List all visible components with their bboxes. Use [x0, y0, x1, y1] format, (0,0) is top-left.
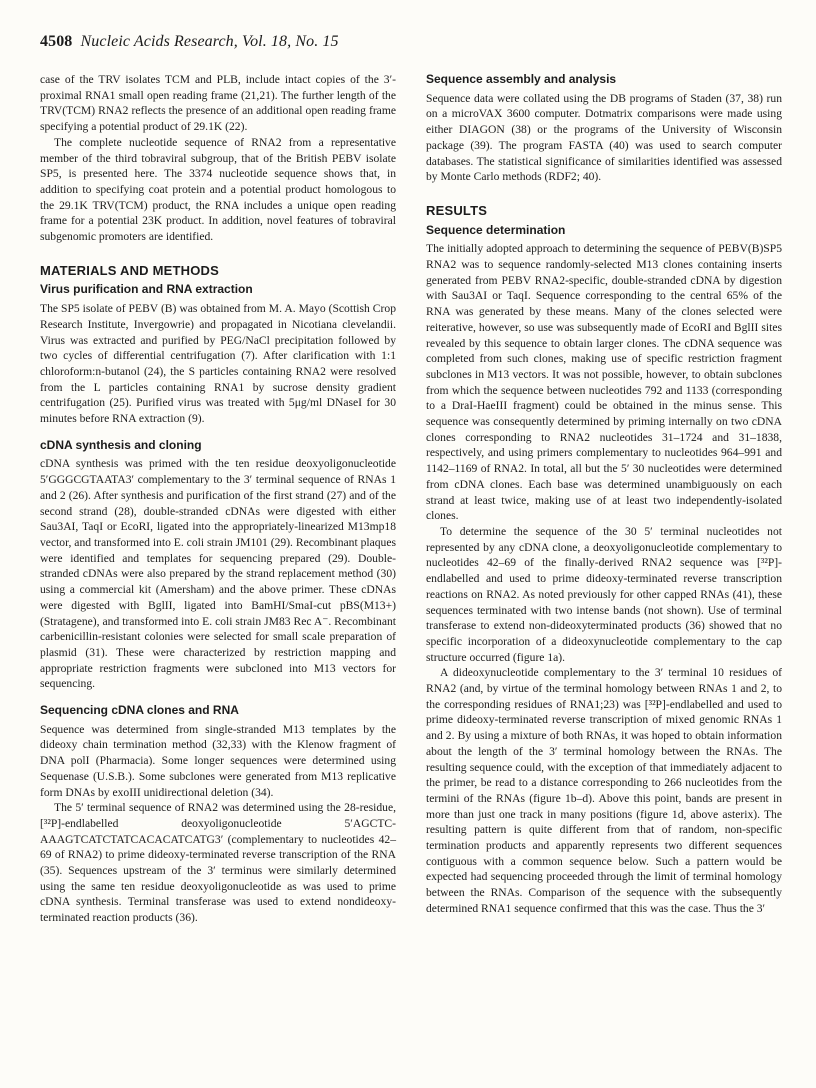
sequencing-paragraph-1: Sequence was determined from single-stranded M13 templates by the dideoxy chain termination method (32,33) with the Klenow fragment of DNA polI (Pharmacia). Some longer sequences were determined using Sequenase (U.S.B.). Some subclones were generated from M13 replicative form DNAs by exoIII unidirectional deletion (34). [40, 722, 396, 799]
sequencing-heading: Sequencing cDNA clones and RNA [40, 703, 239, 718]
virus-purification-heading: Virus purification and RNA extraction [40, 282, 253, 297]
methods-heading: MATERIALS AND METHODS [40, 262, 219, 278]
right-column [426, 72, 782, 917]
intro-paragraph-1: case of the TRV isolates TCM and PLB, include intact copies of the 3′-proximal RNA1 small open reading frame (21,21). The further length of the TRV(TCM) RNA2 reflects the presence of an additional open reading frame specifying a potential product of 29.1K (22). [40, 73, 396, 134]
sequencing-paragraph-2: The 5′ terminal sequence of RNA2 was determined using the 28-residue, [³²P]-endlabelled deoxyoligonucleotide 5′AGCTC-AAAGTCATCTATCACACATCATG3′ (complementary to nucleotides 42–69 of RNA2) to prime dideoxy-terminated reverse transcription of the RNA (35). Sequences upstream of the 3′ terminus were similarly determined using the same ten residue deoxyoligonucleotide as was used to prime cDNA synthesis. Terminal transferase was used to extend nondideoxy-terminated reaction products (36). [40, 801, 396, 925]
sequence-determination-heading: Sequence determination [426, 222, 566, 237]
assembly-paragraph: Sequence data were collated using the DB programs of Staden (37, 38) run on a microVAX 3600 computer. Dotmatrix comparisons were made using either DIAGON (38) or the programs of the University of Wisconsin package (39). The program FASTA (40) was used to search computer databases. The statistical significance of similarities identified was assessed by Monte Carlo methods (RDF2; 40). [426, 91, 782, 184]
sequence-determination-paragraph-1: The initially adopted approach to determining the sequence of PEBV(B)SP5 RNA2 was to sequence randomly-selected M13 clones containing inserts generated from PEBV RNA2-specific, double-stranded cDNA by digestion with Sau3AI or TaqI. Sequence corresponding to the central 65% of the RNA was generated by these means. Many of the clones selected were reiterative, however, so use was subsequently made of EcoRI and BglII sites revealed by this sequence to obtain larger clones. The cDNA sequence was completed from such clones, making use of specific restriction fragment subclones in M13 vectors. It was not possible, however, to obtain subclones from which the sequence between nucleotides 792 and 1133 (corresponding to a DraI-HaeIII fragment) could be obtained in the minus sense. This sequence was consequently determined by priming internally on two cDNA clones corresponding to RNA2 nucleotides 31–1724 and 31–1838, respectively, and using primers complementary to nucleotides 964–991 and 1142–1169 of RNA2. In total, all but the 5′ 30 nucleotides were determined from cDNA clones. Each base was determined unambiguously on each strand at least twice, making use of at least two independently-isolated clones. [426, 242, 782, 523]
intro-paragraph-2: The complete nucleotide sequence of RNA2 from a representative member of the third tobraviral subgroup, that of the British PEBV isolate SP5, is presented here. The 3374 nucleotide sequence shows that, in addition to specifying coat protein and a potential product homologous to the 29.1K TRV(TCM) product, the RNA includes a unique open reading frame for a potential 23K product. In addition, novel features of tobraviral subgenomic promoters are identified. [40, 135, 396, 244]
running-header [40, 33, 339, 51]
virus-purification-paragraph: The SP5 isolate of PEBV (B) was obtained from M. A. Mayo (Scottish Crop Research Institute, Invergowrie) and propagated in Nicotiana clevelandii. Virus was extracted and purified by PEG/NaCl precipitation followed by two cycles of differential centrifugation (7). After clarification with 1:1 chloroform:n-butanol (24), the S particles containing RNA2 were resolved from the L particles containing RNA1 by sucrose density gradient centrifugation (25). Purified virus was treated with 5μg/ml DNaseI for 30 minutes before RNA extraction (9). [40, 302, 396, 426]
cdna-synthesis-heading: cDNA synthesis and cloning [40, 437, 202, 452]
assembly-heading: Sequence assembly and analysis [426, 72, 617, 86]
results-heading: RESULTS [426, 202, 488, 218]
journal-citation: Nucleic Acids Research, Vol. 18, No. 15 [80, 33, 339, 50]
sequence-determination-paragraph-3: A dideoxynucleotide complementary to the 3′ terminal 10 residues of RNA2 (and, by virtue of the terminal homology between RNAs 1 and 2, to the corresponding residues of RNA1;23) was [³²P]-endlabelled and used to prime dideoxy-terminated reverse transcription of mixed genomic RNAs 1 and 2. By using a mixture of both RNAs, it was hoped to obtain information about the length of the 3′ terminal homology between the RNAs. The resulting sequence could, with the exception of that immediately adjacent to the primer, be read to a distance corresponding to 266 nucleotides from the termini of the RNAs (figure 1b–d). Above this point, bands are present in more than just one track in many positions (figure 1d, above asterix). The resulting pattern is quite different from that of random, non-specific termination products and apparently represents two different sequences contiguous with a common sequence below. Such a pattern would be expected had sequencing proceeded through the limit of terminal homology between the RNAs. Comparison of the sequence with the subsequently determined RNA1 sequence confirmed that this was the case. Thus the 3′ [426, 666, 782, 915]
page-number: 4508 [40, 33, 73, 50]
sequence-determination-paragraph-2: To determine the sequence of the 30 5′ terminal nucleotides not represented by any cDNA clone, a deoxyoligonucleotide complementary to nucleotides 42–69 of the finally-derived RNA2 sequence was [³²P]-endlabelled and used to prime dideoxy-terminated reverse transcription reactions on RNA2. As noted previously for other capped RNAs (41), these sequences terminated with two intense bands (not shown). Use of terminal transferase to extend non-dideoxyterminated products (36) showed that no specific incorporation of a dideoxynucleotide complementary to the cap structure occurred (figure 1a). [426, 524, 782, 664]
cdna-synthesis-paragraph: cDNA synthesis was primed with the ten residue deoxyoligonucleotide 5′GGGCGTAATA3′ complementary to the 3′ terminal sequence of RNAs 1 and 2 (26). After synthesis and purification of the first strand (27) and of the second strand (28), double-stranded cDNAs were digested with either Sau3AI, TaqI or EcoRI, ligated into the appropriately-linearized M13mp18 vector, and transformed into E. coli strain JM101 (29). Recombinant plaques were identified and templates for sequencing prepared (29). Double-stranded cDNAs were also prepared by the strand replacement method (30) using a commercial kit (Amersham) and the above primer. These cDNAs were digested with BglII, ligated into BamHI/SmaI-cut pBS(M13+)(Stratagene), and transformed into E. coli strain JM83 Rec A⁻. Recombinant carbenicillin-resistant colonies were selected for small scale preparation of plasmid (31). These were characterized by restriction mapping and appropriate restriction fragments were subcloned into M13 vectors for sequencing. [40, 457, 396, 691]
left-column [40, 72, 396, 926]
